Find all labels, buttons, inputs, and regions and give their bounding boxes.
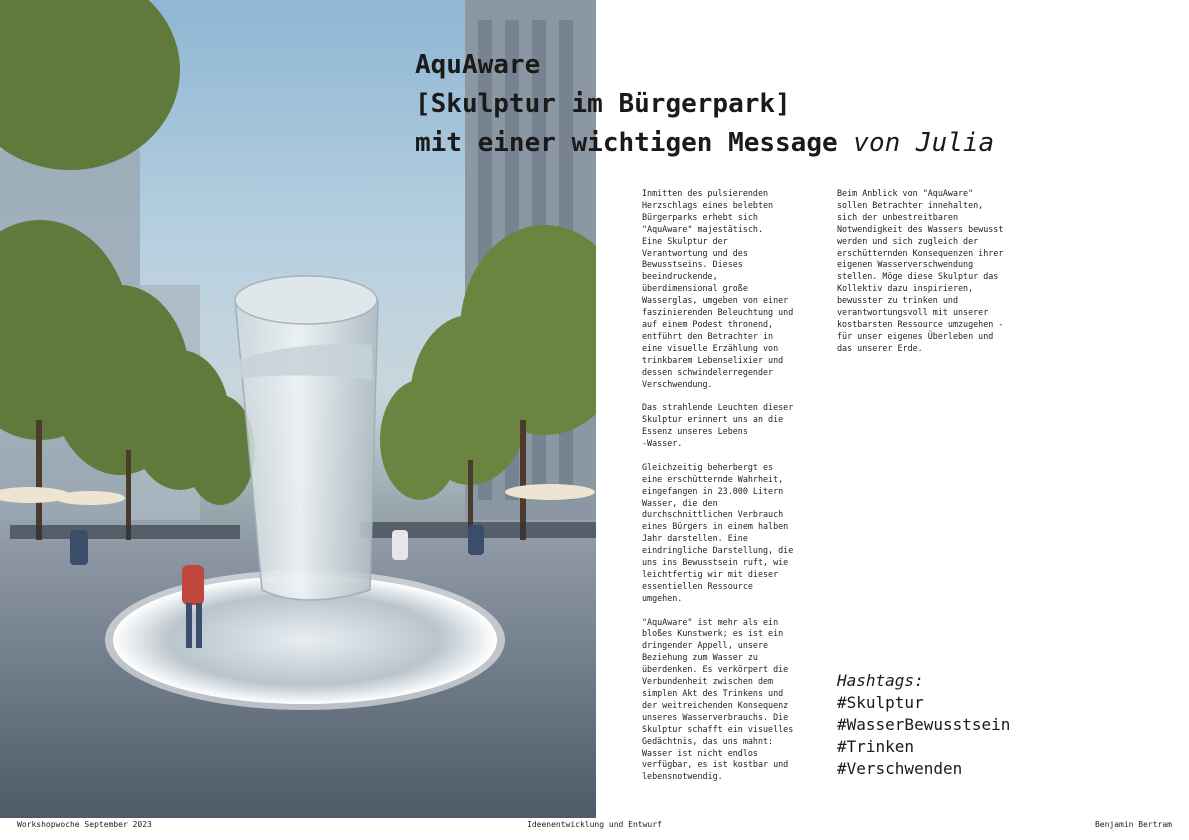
footer-right: Benjamin Bertram bbox=[1094, 820, 1172, 829]
body-paragraph: "AquAware" ist mehr als ein bloßes Kunstwerk; es ist ein dringender Appell, unsere Beziehung zum Wasser zu überdenken. Es verkörpert die Verbundenheit zwischen dem simplen Akt des Trinkens und der weitreichenden Konsequenz unseres Wasserverbrauchs. Die Skulptur schafft ein visuelles Gedächtnis, das uns mahnt: Wasser ist nicht endlos verfügbar, es ist kostbar und lebensnotwendig. bbox=[642, 616, 794, 782]
title-line-2: [Skulptur im Bürgerpark] bbox=[415, 89, 791, 119]
title-line-3 bbox=[415, 124, 994, 163]
hashtags-block bbox=[837, 670, 1010, 780]
body-text-column-2 bbox=[837, 188, 1017, 367]
body-paragraph: Das strahlende Leuchten dieser Skulptur erinnert uns an die Essenz unseres Lebens -Wasser. bbox=[642, 402, 794, 449]
title-author: von Julia bbox=[853, 128, 995, 158]
body-paragraph: Gleichzeitig beherbergt es eine erschütternde Wahrheit, eingefangen in 23.000 Litern Wasser, die den durchschnittlichen Verbrauch eines Bürgers in einem halben Jahr darstellen. Eine eindringliche Darstellung, die uns ins Bewusstsein ruft, wie leichtfertig wir mit dieser essentiellen Ressource umgehen. bbox=[642, 461, 794, 603]
body-text-column-1 bbox=[642, 188, 822, 795]
title-line-3-text: mit einer wichtigen Message bbox=[415, 128, 838, 158]
footer-center: Ideenentwicklung und Entwurf bbox=[527, 820, 662, 829]
title-line-1: AquAware bbox=[415, 50, 541, 80]
hashtags-heading: Hashtags: bbox=[837, 671, 924, 690]
hashtag: #Trinken bbox=[837, 737, 915, 756]
hashtag: #Skulptur bbox=[837, 693, 924, 712]
hashtag: #WasserBewusstsein bbox=[837, 715, 1011, 734]
body-paragraph: Beim Anblick von "AquAware" sollen Betrachter innehalten, sich der unbestreitbaren Notwendigkeit des Wassers bewusst werden und sich zugleich der erschütternden Konsequenzen ihrer eigenen Wasserverschwendung stellen. Möge diese Skulptur das Kollektiv dazu inspirieren, bewusster zu trinken und verantwortungsvoll mit unserer kostbarsten Ressource umzugehen - für unser eigenes Überleben und das unserer Erde. bbox=[837, 188, 1004, 353]
body-paragraph: Inmitten des pulsierenden Herzschlags eines belebten Bürgerparks erhebt sich "AquAware" majestätisch. Eine Skulptur der Verantwortung und des Bewusstseins. Dieses beeindruckende, überdimensional große Wasserglas, umgeben von einer faszinierenden Beleuchtung und auf einem Podest thronend, entführt den Betrachter in eine visuelle Erzählung von trinkbarem Lebenselixier und dessen schwindelerregender Verschwendung. bbox=[642, 188, 794, 389]
hashtag: #Verschwenden bbox=[837, 759, 963, 778]
footer-left: Workshopwoche September 2023 bbox=[17, 820, 152, 829]
poster-title bbox=[415, 46, 994, 163]
